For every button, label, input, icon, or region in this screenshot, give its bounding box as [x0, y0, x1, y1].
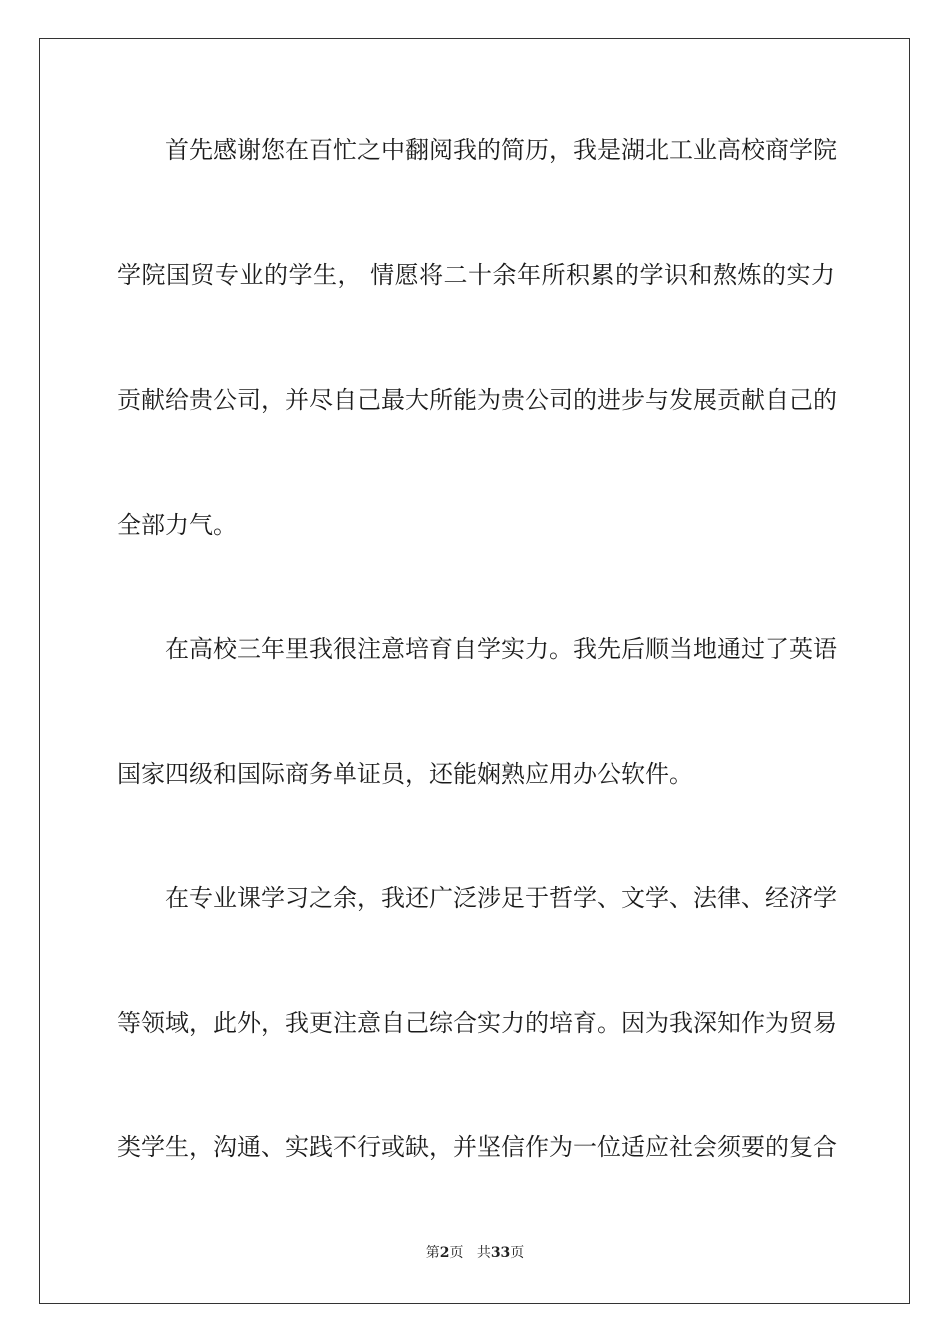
total-pages: 33 [490, 1245, 511, 1261]
paragraph-1-line-3: 贡献给贵公司，并尽自己最大所能为贵公司的进步与发展贡献自己的 [117, 386, 837, 414]
total-suffix: 页 [510, 1245, 525, 1261]
page-footer [0, 1242, 950, 1262]
paragraph-1-line-2: 学院国贸专业的学生， 情愿将二十余年所积累的学识和熬炼的实力 [117, 261, 835, 289]
paragraph-3-line-1: 在专业课学习之余，我还广泛涉足于哲学、文学、法律、经济学 [165, 884, 837, 912]
paragraph-1-line-4: 全部力气。 [117, 511, 237, 539]
page-border [39, 38, 910, 1304]
page-suffix: 页 [449, 1245, 464, 1261]
paragraph-1-line-1: 首先感谢您在百忙之中翻阅我的简历，我是湖北工业高校商学院 [165, 136, 837, 164]
paragraph-2-line-2: 国家四级和国际商务单证员，还能娴熟应用办公软件。 [117, 760, 693, 788]
page-prefix: 第 [425, 1245, 440, 1261]
paragraph-3-line-3: 类学生，沟通、实践不行或缺，并坚信作为一位适应社会须要的复合 [117, 1133, 837, 1161]
paragraph-2-line-1: 在高校三年里我很注意培育自学实力。我先后顺当地通过了英语 [165, 635, 837, 663]
page-number: 2 [439, 1245, 450, 1261]
total-prefix: 共 [476, 1245, 491, 1261]
paragraph-3-line-2: 等领域，此外，我更注意自己综合实力的培育。因为我深知作为贸易 [117, 1009, 837, 1037]
